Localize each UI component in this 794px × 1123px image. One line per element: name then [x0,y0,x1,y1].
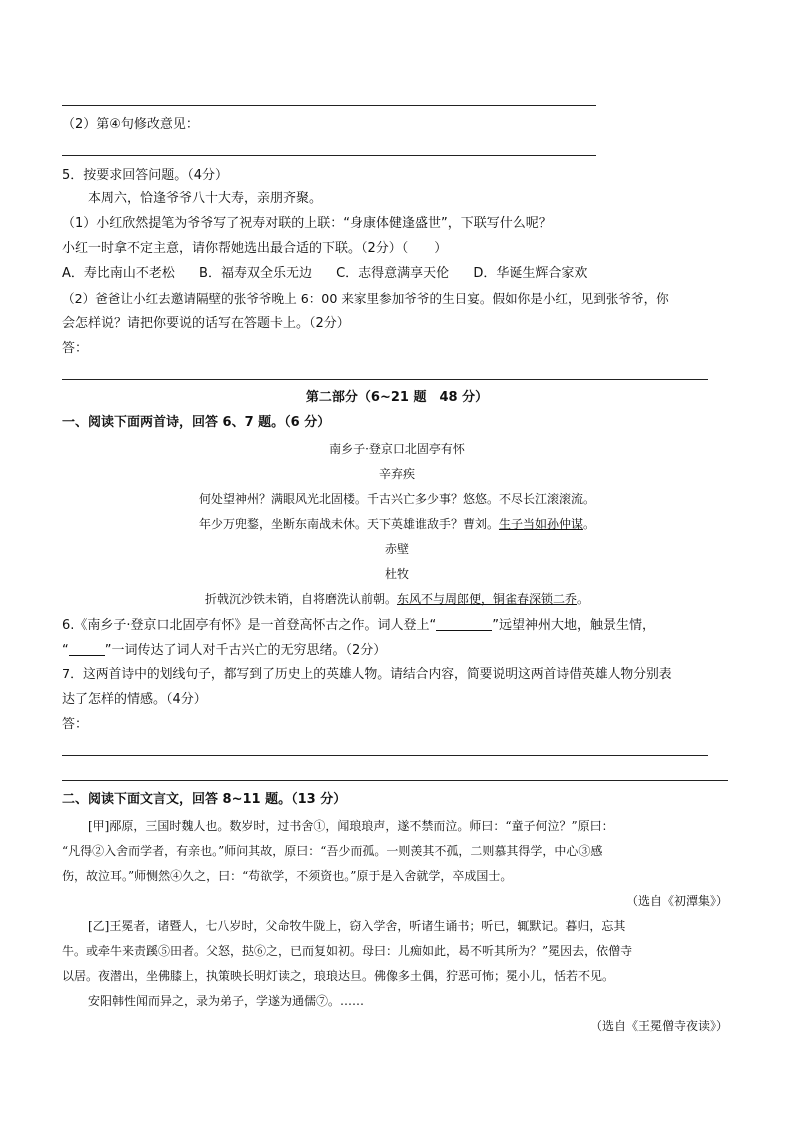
passage-yi-line2: 牛。或牵牛来责蹊⑤田者。父怒，挞⑥之，已而复如初。母曰：儿痴如此，曷不听其所为？”冕因去，依僧寺 [62,944,633,958]
q5-options [62,265,732,283]
answer-line [62,155,596,156]
section2-heading: 二、阅读下面文言文，回答 8~11 题。（13 分） [62,792,347,807]
option-b: B．福寿双全乐无边 [199,266,312,281]
answer-line [62,780,728,781]
q7-answer-label: 答： [62,717,89,732]
option-c: C．志得意满享天伦 [336,266,450,281]
q4-2-text: （2）第④句修改意见： [62,117,199,132]
option-a: A．寿比南山不老松 [62,266,175,281]
poem2-title: 赤壁 [384,542,409,556]
poem1-title: 南乡子·登京口北固亭有怀 [329,442,465,456]
q5-part2-line1: （2）爸爸让小红去邀请隔壁的张爷爷晚上 6：00 来家里参加爷爷的生日宴。假如你是小红，见到张爷爷，你 [62,291,669,306]
passage-jia-line2: “凡得②入舍而学者，有亲也。”师问其故，原曰：“吾少而孤。一则羡其不孤，二则慕其得学，中心③感 [62,844,603,858]
answer-line [62,379,708,380]
answer-line [62,105,596,106]
q7-line1: 7．这两首诗中的划线句子，都写到了历史上的英雄人物。请结合内容，简要说明这两首诗借英雄人物分别表 [62,667,672,682]
option-d: D．华诞生辉合家欢 [473,266,588,281]
q7-line2: 达了怎样的情感。（4分） [62,692,207,707]
poem1-author: 辛弃疾 [378,467,415,481]
passage-yi-line1: [乙]王冕者，诸暨人，七八岁时，父命牧牛陇上，窃入学舍，听诸生诵书；听已，辄默记。暮归，忘其 [88,919,626,933]
poem1-line1: 何处望神州？满眼风光北固楼。千古兴亡多少事？悠悠。不尽长江滚滚流。 [198,492,595,506]
fill-blank[interactable] [436,616,492,631]
q5-title: 5．按要求回答问题。（4分） [62,168,229,183]
q5-intro: 本周六，恰逢爷爷八十大寿，亲朋齐聚。 [88,191,323,206]
passage-yi-line4: 安阳韩性闻而异之，录为弟子，学遂为通儒⑦。…… [88,994,365,1008]
part2-heading: 第二部分（6~21 题 48 分） [305,390,489,405]
poem2-author: 杜牧 [384,567,409,581]
poem2-line: 折戟沉沙铁未销，自将磨洗认前朝。东风不与周郎便，铜雀春深锁二乔。 [204,592,590,606]
underlined-sentence: 生子当如孙仲谋 [498,517,583,531]
q5-part2-line2: 会怎样说？请把你要说的话写在答题卡上。（2分） [62,316,350,331]
q5-part1-line1: （1）小红欣然提笔为爷爷写了祝寿对联的上联：“身康体健逢盛世”，下联写什么呢？ [62,216,552,231]
q6-line1: 6.《南乡子·登京口北固亭有怀》是一首登高怀古之作。词人登上“ ”远望神州大地，触景生情， [62,618,656,633]
poem1-line2: 年少万兜鍪，坐断东南战未休。天下英雄谁敌手？曹刘。生子当如孙仲谋。 [198,517,596,531]
passage-yi-line3: 以居。夜潜出，坐佛膝上，执策映长明灯读之，琅琅达旦。佛像多土偶，狞恶可怖；冕小儿，恬若不见。 [62,969,615,983]
passage-jia-line1: [甲]邴原，三国时魏人也。数岁时，过书舍①，闻琅琅声，遂不禁而泣。师曰：“童子何泣？”原曰： [88,819,614,833]
fill-blank[interactable] [69,641,105,656]
passage-yi-source: （选自《王冕僧寺夜读》） [589,1019,728,1033]
passage-jia-source: （选自《初潭集》） [625,894,728,908]
q5-answer-label: 答： [62,341,89,356]
answer-line [62,755,708,756]
q5-part1-line2: 小红一时拿不定主意，请你帮她选出最合适的下联。（2分）（ ） [62,241,448,256]
section1-heading: 一、阅读下面两首诗，回答 6、7 题。（6 分） [62,415,331,430]
passage-jia-line3: 伤，故泣耳。”师恻然④久之，曰：“苟欲学，不须资也。”原于是入舍就学，卒成国士。 [62,869,513,883]
q6-line2: “ ”一词传达了词人对千古兴亡的无穷思绪。（2分） [62,643,387,658]
underlined-sentence: 东风不与周郎便，铜雀春深锁二乔 [396,592,577,606]
